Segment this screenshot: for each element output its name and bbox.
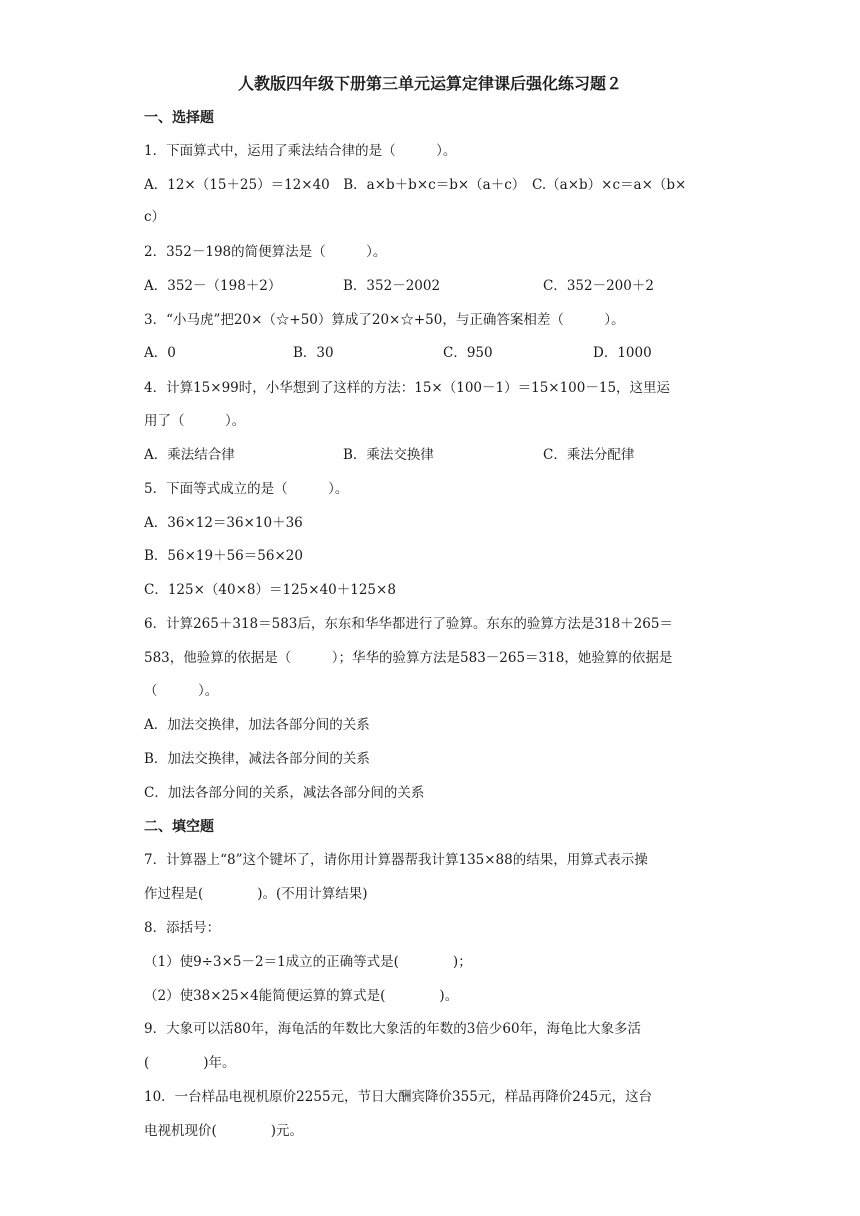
option-b: B．30 (293, 345, 334, 361)
option-b: B．352－2002 (343, 278, 441, 294)
option-c: C．乘法分配律 (543, 447, 635, 463)
question-1-options-cont: c） (144, 209, 166, 225)
question-1-options: A．12×（15＋25）＝12×40 B．a×b＋b×c＝b×（a＋c） C.（a×b）×c＝a×（b× (144, 177, 687, 193)
option-c: C．352－200＋2 (543, 278, 654, 294)
question-2-stem: 2．352－198的简便算法是（ ）。 (144, 244, 387, 260)
question-7-cont: 作过程是( )。(不用计算结果) (144, 886, 368, 902)
question-10-cont: 电视机现价( )元。 (144, 1123, 304, 1139)
question-6-option-a: A．加法交换律，加法各部分间的关系 (144, 717, 370, 733)
question-8-part-2: （2）使38×25×4能简便运算的算式是( )。 (144, 988, 459, 1004)
option-d: D．1000 (593, 345, 652, 361)
question-10: 10．一台样品电视机原价2255元，节日大酬宾降价355元，样品再降价245元，这台 (144, 1089, 653, 1105)
section-heading-choice: 一、选择题 (144, 110, 214, 126)
question-3-stem: 3．“小马虎”把20×（☆+50）算成了20×☆+50，与正确答案相差（ ）。 (144, 312, 625, 328)
question-6-stem: 6．计算265＋318＝583后，东东和华华都进行了验算。东东的验算方法是318＋265＝ (144, 616, 673, 632)
option-a: A．0 (144, 345, 176, 361)
option-a: A．乘法结合律 (144, 447, 235, 463)
question-4-stem: 4．计算15×99时，小华想到了这样的方法：15×（100－1）＝15×100－15，这里运 (144, 380, 671, 396)
question-4-stem-cont: 用了（ ）。 (144, 413, 246, 429)
question-5-option-b: B．56×19＋56＝56×20 (144, 548, 303, 564)
question-7: 7．计算器上“8”这个键坏了，请你用计算器帮我计算135×88的结果，用算式表示操 (144, 852, 648, 868)
question-8-part-1: （1）使9÷3×5－2＝1成立的正确等式是( )； (144, 954, 472, 970)
question-6-stem-cont: 583，他验算的依据是（ ）；华华的验算方法是583－265＝318，她验算的依据是 (144, 650, 673, 666)
question-6-option-c: C．加法各部分间的关系，减法各部分间的关系 (144, 785, 425, 801)
question-9: 9．大象可以活80年，海龟活的年数比大象活的年数的3倍少60年，海龟比大象多活 (144, 1021, 642, 1037)
question-9-cont: ( )年。 (144, 1055, 236, 1071)
option-b: B．乘法交换律 (343, 447, 434, 463)
question-1-stem: 1．下面算式中，运用了乘法结合律的是（ ）。 (144, 143, 457, 159)
question-6-stem-cont2: （ ）。 (144, 683, 219, 699)
question-5-option-a: A．36×12＝36×10＋36 (144, 515, 303, 531)
question-5-option-c: C．125×（40×8）＝125×40＋125×8 (144, 582, 396, 598)
question-6-option-b: B．加法交换律，减法各部分间的关系 (144, 751, 370, 767)
option-c: C．950 (443, 345, 493, 361)
option-a: A．352－（198＋2） (144, 278, 282, 294)
question-8-stem: 8．添括号： (144, 920, 221, 936)
question-5-stem: 5．下面等式成立的是（ ）。 (144, 481, 349, 497)
page-title: 人教版四年级下册第三单元运算定律课后强化练习题２ (237, 74, 622, 93)
section-heading-fill: 二、填空题 (144, 819, 214, 835)
